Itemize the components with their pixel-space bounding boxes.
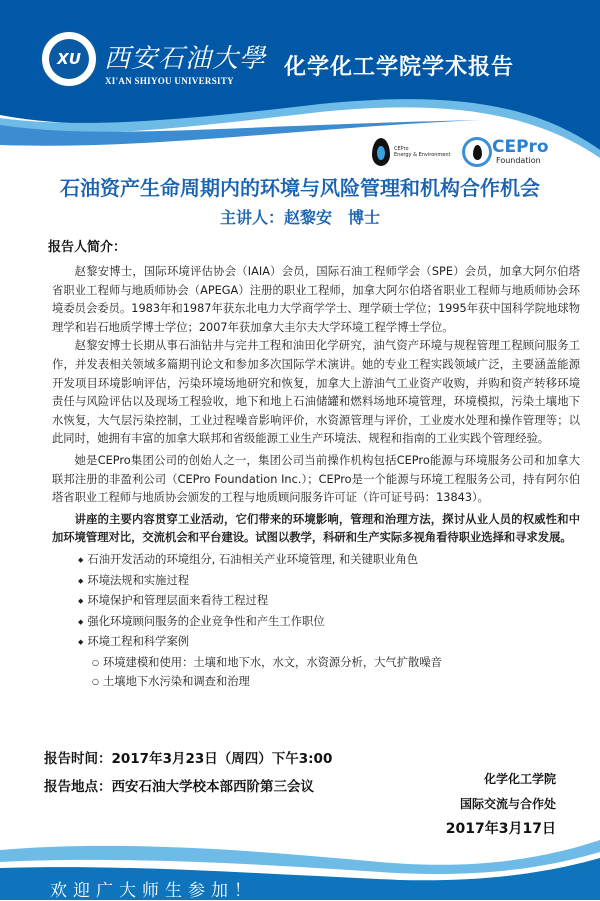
notice-date: 2017年3月17日 — [445, 821, 556, 837]
bio-paragraph: 她是CEPro集团公司的创始人之一，集团公司当前操作机构包括CEPro能源与环境服务公司和加拿大联邦注册的非盈利公司（CEPro Foundation Inc.）；CEPro是一个能源与环境工程服务公司，持有阿尔伯塔省职业工程师与地质协会颁发的工程与地质顾问服务许可证（许可证号码：13843）。 — [52, 453, 580, 505]
list-item: ◆ 石油开发活动的环境组分, 石油相关产业环境管理, 和关键职业角色 — [78, 550, 580, 571]
event-place: 报告地点：西安石油大学校本部西阶第三会议 — [44, 779, 314, 795]
list-item: ○ 土壤地下水污染和调查和治理 — [78, 672, 580, 692]
list-item: ◆ 环境工程和科学案例 — [78, 632, 580, 653]
organizer-1: 化学化工学院 — [483, 772, 556, 786]
cepro-foundation-logo: CEPro Foundation — [462, 137, 549, 167]
list-item: ◆ 强化环境顾问服务的企业竞争性和产生工作职位 — [78, 612, 580, 633]
university-name-cn: 西安石油大學 — [104, 44, 267, 74]
talk-title: 石油资产生命周期内的环境与风险管理和机构合作机会 — [60, 176, 540, 200]
event-time: 报告时间：2017年3月23日（周四）下午3:00 — [44, 751, 333, 767]
speaker: 主讲人：赵黎安 博士 — [219, 208, 380, 227]
cepro-energy-logo: CEPro Energy & Environment — [372, 138, 451, 166]
list-item: ○ 环境建模和使用：土壤和地下水，水文，水资源分析，大气扩散噪音 — [78, 653, 580, 673]
bio-body — [52, 263, 580, 692]
bio-paragraph: 赵黎安博士，国际环境评估协会（IAIA）会员，国际石油工程师学会（SPE）会员，加拿大阿尔伯塔省职业工程师与地质师协会（APEGA）注册的职业工程师，加拿大阿尔伯塔省职业工程师与地质师协会环境委员会委员。1983年和1987年获东北电力大学商学学士、理学硕士学位；1995年获中国科学院地球物理学和岩石地质学博士学位；2007年获加拿大圭尔夫大学环境工程学博士学位。 — [52, 265, 580, 334]
welcome-message: 欢迎广大师生参加！ — [50, 881, 257, 901]
lecture-summary: 讲座的主要内容贯穿工业活动，它们带来的环境影响，管理和治理方法，探讨从业人员的权威性和中加环境管理对比，交流机会和平台建设。试图以教学，科研和生产实际多视角看待职业选择和寻求发展。 — [52, 512, 580, 545]
organizer-2: 国际交流与合作处 — [459, 797, 556, 811]
list-item: ◆ 环境法规和实施过程 — [78, 571, 580, 592]
university-name-en: XI'AN SHIYOU UNIVERSITY — [105, 76, 234, 86]
poster-header-title: 化学化工学院学术报告 — [284, 55, 515, 80]
topic-list — [52, 550, 580, 692]
bio-paragraph: 赵黎安博士长期从事石油钻井与完井工程和油田化学研究，油气资产环境与规程管理工程顾问服务工作，并发表相关领域多篇期刊论文和参加多次国际学术演讲。她的专业工程实践领域广泛，主要涵盖能源开发项目环境影响评估，污染环境场地研究和恢复，加拿大上游油气工业资产收购，并购和资产转移环境责任与风险评估以及现场工程验收，地下和地上石油储罐和燃料场地环境管理，环境模拟，污染土壤地下水恢复，大气层污染控制，工业过程噪音影响评价，水资源管理与评价，工业废水处理和操作管理等；以此同时，她拥有丰富的加拿大联邦和省级能源工业生产环境法、规程和指南的工业实践个管理经验。 — [52, 339, 580, 446]
drop-icon — [372, 138, 390, 166]
bio-heading: 报告人简介： — [48, 240, 127, 255]
list-item: ◆ 环境保护和管理层面来看待工程过程 — [78, 591, 580, 612]
drop-ring-icon — [462, 137, 492, 167]
university-logo: XU — [40, 30, 98, 88]
